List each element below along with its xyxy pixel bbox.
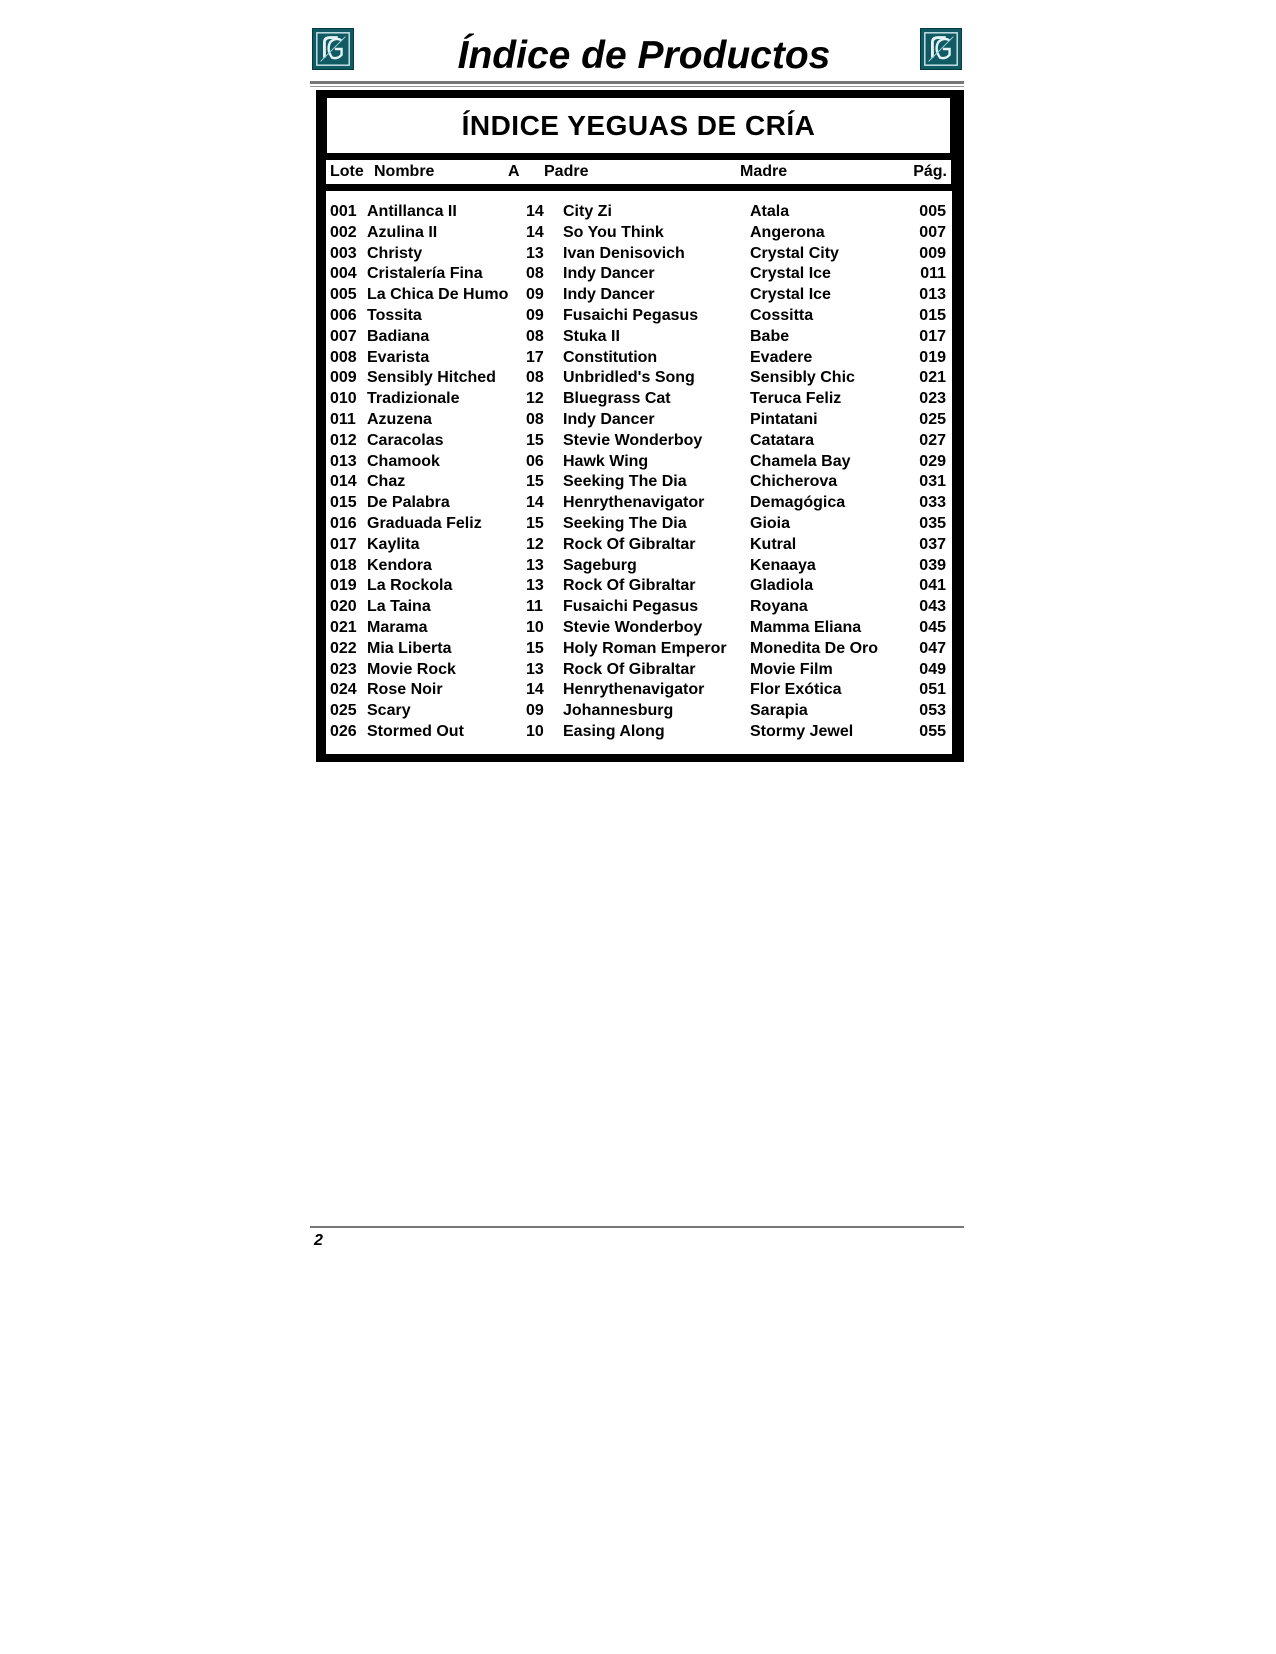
table-row	[326, 660, 952, 681]
cell-nombre: Chamook	[367, 452, 440, 470]
table-row	[326, 493, 952, 514]
cell-a: 14	[526, 681, 544, 699]
cell-padre: Seeking The Dia	[563, 473, 687, 491]
cell-nombre: Scary	[367, 702, 411, 720]
cell-lote: 024	[330, 681, 357, 699]
cell-nombre: Sensibly Hitched	[367, 369, 496, 387]
index-frame	[316, 90, 964, 762]
cell-madre: Gioia	[750, 515, 791, 532]
cell-padre: Holy Roman Emperor	[563, 639, 727, 657]
cell-padre: Easing Along	[563, 723, 665, 740]
cell-nombre: Movie Rock	[367, 660, 456, 678]
cell-pag: 047	[919, 639, 946, 657]
cell-nombre: La Rockola	[367, 577, 453, 595]
cell-a: 08	[526, 411, 544, 428]
cell-lote: 008	[330, 348, 357, 366]
cell-pag: 009	[919, 244, 946, 262]
table-row	[326, 597, 952, 618]
cell-nombre: Tossita	[367, 307, 422, 324]
footer-divider	[310, 1226, 964, 1228]
cell-madre: Atala	[750, 203, 790, 220]
cell-pag: 025	[919, 411, 946, 428]
cell-lote: 015	[330, 494, 357, 512]
cell-a: 09	[526, 286, 544, 304]
column-header-madre: Madre	[740, 163, 788, 180]
table-row	[326, 535, 952, 556]
cell-madre: Stormy Jewel	[750, 723, 854, 740]
cell-a: 15	[526, 473, 544, 491]
cell-madre: Chicherova	[750, 473, 838, 491]
cell-a: 10	[526, 723, 544, 740]
table-row	[326, 701, 952, 722]
cell-padre: Indy Dancer	[563, 286, 655, 304]
cell-madre: Sensibly Chic	[750, 369, 855, 387]
cell-lote: 021	[330, 619, 357, 636]
cell-lote: 017	[330, 535, 357, 553]
cell-padre: Seeking The Dia	[563, 515, 687, 532]
cell-pag: 041	[919, 577, 946, 595]
cell-madre: Babe	[750, 327, 790, 345]
cell-nombre: De Palabra	[367, 494, 450, 512]
cell-a: 14	[526, 494, 544, 512]
cell-padre: Indy Dancer	[563, 265, 655, 283]
cell-lote: 020	[330, 598, 357, 616]
table-row	[326, 368, 952, 389]
cell-padre: Ivan Denisovich	[563, 244, 685, 262]
page-title: Índice de Productos	[457, 34, 831, 77]
cell-nombre: Stormed Out	[367, 723, 464, 740]
cell-a: 10	[526, 619, 544, 636]
cell-pag: 031	[919, 473, 946, 491]
cell-a: 06	[526, 452, 544, 470]
table-row	[326, 244, 952, 265]
cell-pag: 023	[919, 390, 946, 408]
cell-nombre: Evarista	[367, 348, 430, 366]
cell-lote: 025	[330, 702, 357, 720]
cell-nombre: Chaz	[367, 473, 406, 491]
cell-a: 11	[526, 598, 543, 616]
table-row	[326, 452, 952, 473]
table-row	[326, 264, 952, 285]
cell-a: 15	[526, 515, 544, 532]
header-divider	[310, 81, 964, 84]
cell-lote: 022	[330, 639, 357, 657]
table-row	[326, 389, 952, 410]
section-title-box	[327, 98, 950, 153]
monogram-logo-icon	[312, 28, 354, 70]
cell-lote: 001	[330, 203, 357, 220]
cell-nombre: La Chica De Humo	[367, 286, 509, 304]
cell-padre: Unbridled's Song	[563, 369, 695, 387]
cell-madre: Kenaaya	[750, 556, 816, 574]
cell-pag: 019	[919, 348, 946, 366]
cell-a: 12	[526, 535, 544, 553]
cell-padre: So You Think	[563, 223, 664, 241]
index-table-body	[326, 191, 952, 754]
cell-madre: Crystal Ice	[750, 286, 831, 304]
cell-madre: Movie Film	[750, 660, 833, 678]
cell-padre: Rock Of Gibraltar	[563, 660, 696, 678]
cell-nombre: Cristalería Fina	[367, 265, 483, 283]
cell-padre: Henrythenavigator	[563, 681, 705, 699]
cell-madre: Crystal Ice	[750, 265, 831, 283]
cell-nombre: Antillanca II	[367, 203, 457, 220]
cell-a: 08	[526, 369, 544, 387]
cell-lote: 013	[330, 452, 357, 470]
cell-padre: Stevie Wonderboy	[563, 431, 703, 449]
cell-a: 14	[526, 223, 544, 241]
cell-pag: 007	[919, 223, 946, 241]
section-title: ÍNDICE YEGUAS DE CRÍA	[461, 109, 816, 141]
table-row	[326, 576, 952, 597]
cell-padre: Hawk Wing	[563, 452, 649, 470]
cell-padre: Rock Of Gibraltar	[563, 577, 696, 595]
cell-lote: 014	[330, 473, 357, 491]
cell-madre: Pintatani	[750, 411, 818, 428]
column-header-lote: Lote	[330, 163, 364, 180]
cell-a: 08	[526, 265, 544, 283]
cell-padre: Constitution	[563, 348, 658, 366]
cell-lote: 012	[330, 431, 357, 449]
cell-madre: Gladiola	[750, 577, 814, 595]
cell-lote: 005	[330, 286, 357, 304]
cell-pag: 051	[919, 681, 946, 699]
cell-nombre: Kaylita	[367, 535, 420, 553]
cell-padre: Bluegrass Cat	[563, 390, 671, 408]
table-row	[326, 639, 952, 660]
table-row	[326, 618, 952, 639]
cell-lote: 003	[330, 244, 357, 262]
cell-lote: 006	[330, 307, 357, 324]
cell-pag: 055	[919, 723, 946, 740]
cell-a: 09	[526, 702, 544, 720]
cell-padre: City Zi	[563, 203, 612, 220]
cell-padre: Fusaichi Pegasus	[563, 307, 699, 324]
cell-madre: Evadere	[750, 348, 813, 366]
cell-madre: Catatara	[750, 431, 815, 449]
header-divider-thin	[310, 86, 964, 87]
cell-nombre: Badiana	[367, 327, 430, 345]
cell-madre: Chamela Bay	[750, 452, 851, 470]
cell-pag: 033	[919, 494, 946, 512]
column-header-a: A	[508, 163, 520, 180]
cell-a: 13	[526, 577, 544, 595]
column-header-padre: Padre	[544, 163, 589, 180]
cell-nombre: Azuzena	[367, 411, 432, 428]
cell-a: 13	[526, 556, 544, 574]
cell-padre: Johannesburg	[563, 702, 674, 720]
cell-lote: 010	[330, 390, 357, 408]
table-row	[326, 348, 952, 369]
table-row	[326, 514, 952, 535]
table-row	[326, 680, 952, 701]
column-header-nombre: Nombre	[374, 163, 435, 180]
table-row	[326, 722, 952, 743]
cell-nombre: Mia Liberta	[367, 639, 452, 657]
cell-pag: 053	[919, 702, 946, 720]
cell-lote: 018	[330, 556, 357, 574]
cell-lote: 019	[330, 577, 357, 595]
cell-pag: 005	[919, 203, 946, 220]
cell-madre: Sarapia	[750, 702, 808, 720]
cell-nombre: Kendora	[367, 556, 432, 574]
cell-a: 15	[526, 639, 544, 657]
cell-nombre: La Taina	[367, 598, 431, 616]
cell-nombre: Caracolas	[367, 431, 444, 449]
cell-a: 13	[526, 660, 544, 678]
cell-a: 14	[526, 203, 544, 220]
table-row	[326, 431, 952, 452]
cell-madre: Flor Exótica	[750, 681, 842, 699]
cell-madre: Monedita De Oro	[750, 639, 879, 657]
cell-padre: Henrythenavigator	[563, 494, 705, 512]
table-row	[326, 285, 952, 306]
cell-a: 13	[526, 244, 544, 262]
cell-pag: 035	[919, 515, 946, 532]
cell-a: 09	[526, 307, 544, 324]
cell-lote: 007	[330, 327, 357, 345]
cell-pag: 037	[919, 535, 946, 553]
cell-lote: 011	[330, 411, 356, 428]
cell-madre: Demagógica	[750, 494, 846, 512]
cell-madre: Crystal City	[750, 244, 839, 262]
table-row	[326, 472, 952, 493]
column-header-pag: Pág.	[913, 163, 947, 180]
table-row	[326, 306, 952, 327]
cell-padre: Sageburg	[563, 556, 637, 574]
cell-pag: 043	[919, 598, 946, 616]
cell-nombre: Graduada Feliz	[367, 515, 482, 532]
cell-nombre: Azulina II	[367, 223, 438, 241]
cell-a: 08	[526, 327, 544, 345]
cell-pag: 013	[919, 286, 946, 304]
cell-pag: 017	[919, 327, 946, 345]
cell-lote: 016	[330, 515, 357, 532]
cell-pag: 021	[919, 369, 946, 387]
cell-padre: Rock Of Gibraltar	[563, 535, 696, 553]
cell-pag: 015	[919, 307, 946, 324]
cell-nombre: Marama	[367, 619, 428, 636]
cell-a: 15	[526, 431, 544, 449]
table-row	[326, 202, 952, 223]
cell-a: 17	[526, 348, 544, 366]
cell-madre: Royana	[750, 598, 808, 616]
table-row	[326, 556, 952, 577]
cell-pag: 029	[919, 452, 946, 470]
cell-lote: 004	[330, 265, 357, 283]
table-row	[326, 223, 952, 244]
cell-pag: 045	[919, 619, 946, 636]
cell-madre: Teruca Feliz	[750, 390, 842, 408]
cell-padre: Stevie Wonderboy	[563, 619, 703, 636]
cell-madre: Mamma Eliana	[750, 619, 862, 636]
cell-madre: Kutral	[750, 535, 797, 553]
table-row	[326, 327, 952, 348]
cell-pag: 011	[920, 265, 946, 283]
cell-padre: Indy Dancer	[563, 411, 655, 428]
cell-madre: Angerona	[750, 223, 825, 241]
cell-lote: 026	[330, 723, 357, 740]
cell-padre: Fusaichi Pegasus	[563, 598, 699, 616]
cell-nombre: Christy	[367, 244, 423, 262]
cell-pag: 049	[919, 660, 946, 678]
cell-lote: 009	[330, 369, 357, 387]
cell-lote: 002	[330, 223, 357, 241]
cell-a: 12	[526, 390, 544, 408]
cell-nombre: Tradizionale	[367, 390, 460, 408]
column-header-row	[326, 160, 951, 184]
page-number: 2	[314, 1232, 323, 1249]
cell-madre: Cossitta	[750, 307, 814, 324]
cell-nombre: Rose Noir	[367, 681, 443, 699]
cell-padre: Stuka II	[563, 327, 620, 345]
cell-pag: 039	[919, 556, 946, 574]
cell-lote: 023	[330, 660, 357, 678]
table-row	[326, 410, 952, 431]
cell-pag: 027	[919, 431, 946, 449]
